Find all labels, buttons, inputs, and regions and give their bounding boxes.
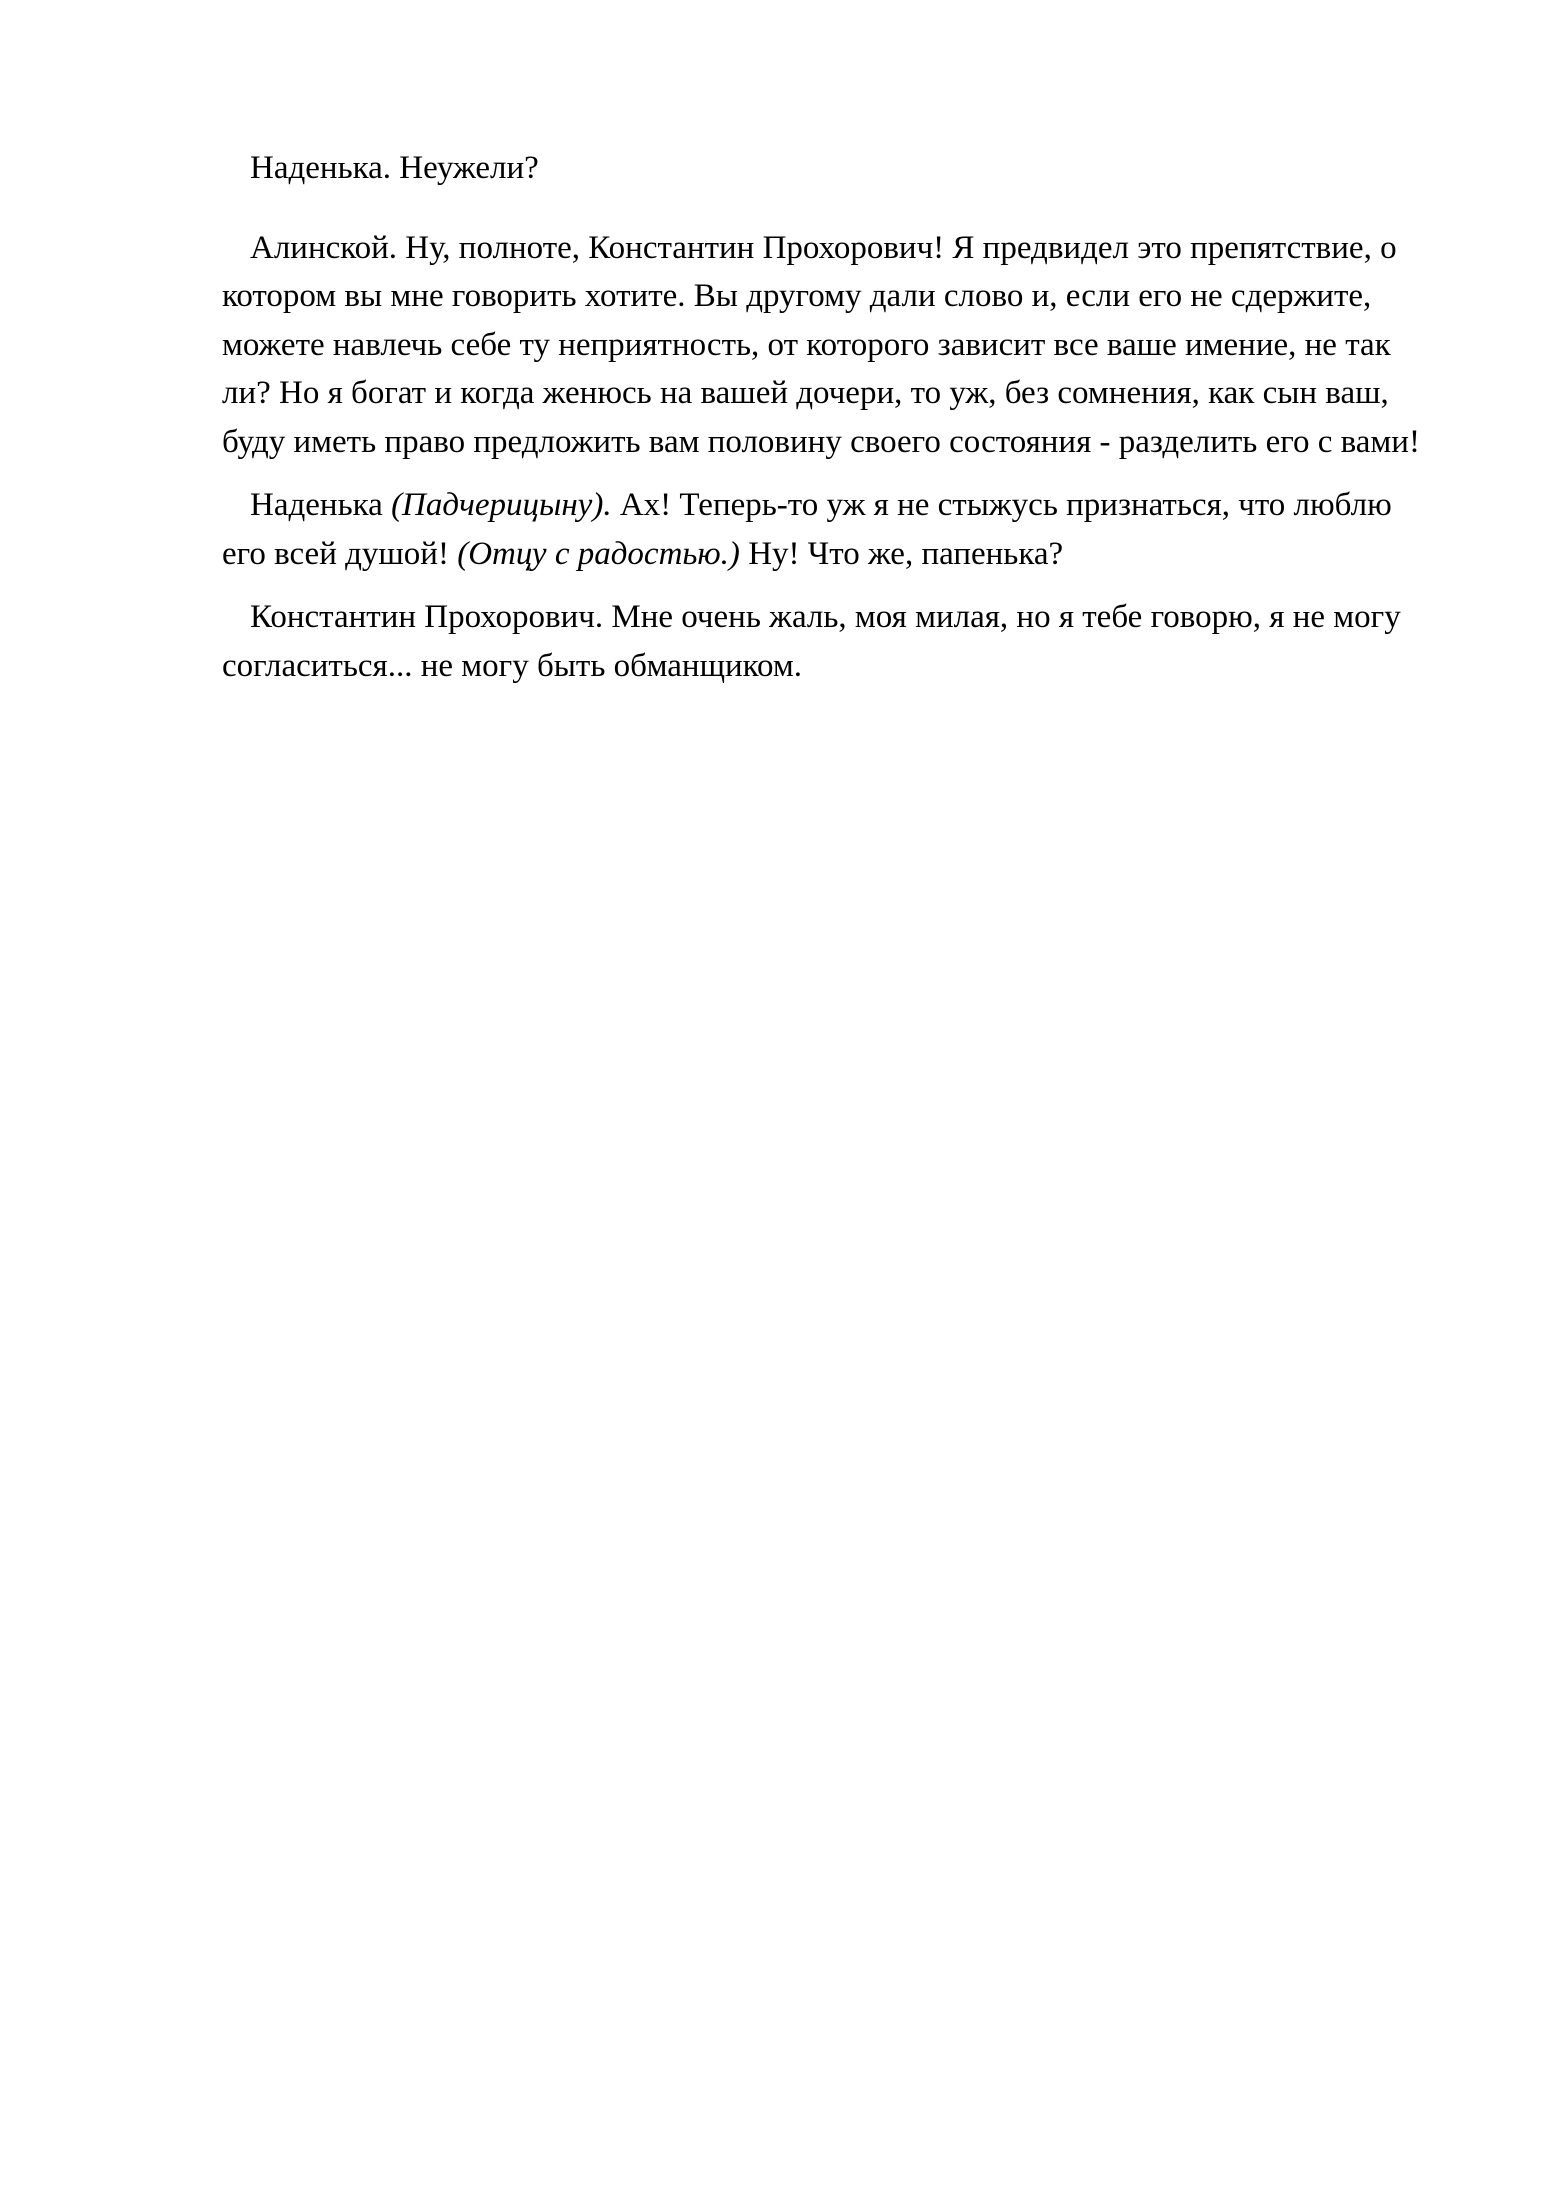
document-body xyxy=(222,144,1437,705)
speech-text: Наденька xyxy=(250,487,392,523)
paragraph-nadenka-2 xyxy=(222,481,1437,578)
stage-direction: (Отцу с радостью.) xyxy=(457,535,740,572)
speech-text: Наденька. Неужели? xyxy=(250,150,539,186)
speech-text: Ах! Теперь-то уж я не стыжусь признаться, что люблю его всей душой! xyxy=(222,487,1392,572)
stage-direction: (Падчерицыну). xyxy=(391,487,612,523)
speech-text: Константин Прохорович. Мне очень жаль, моя милая, но я тебе говорю, я не могу согласиться... не могу быть обманщиком. xyxy=(222,599,1401,684)
speech-text: Алинской. Ну, полноте, Константин Прохорович! Я предвидел это препятствие, о котором вы мне говорить хотите. Вы другому дали слово и, если его не сдержите, можете навлечь себе ту неприятность, от которого зависит все ваше имение, не так ли? Но я богат и когда женюсь на вашей дочери, то уж, без сомнения, как сын ваш, буду иметь право предложить вам половину своего состояния - разделить его с вами! xyxy=(222,229,1420,460)
paragraph-nadenka-1 xyxy=(222,144,1437,193)
paragraph-alinskoy xyxy=(222,224,1437,467)
paragraph-konstantin xyxy=(222,593,1437,690)
speech-text: Ну! Что же, папенька? xyxy=(739,535,1064,572)
